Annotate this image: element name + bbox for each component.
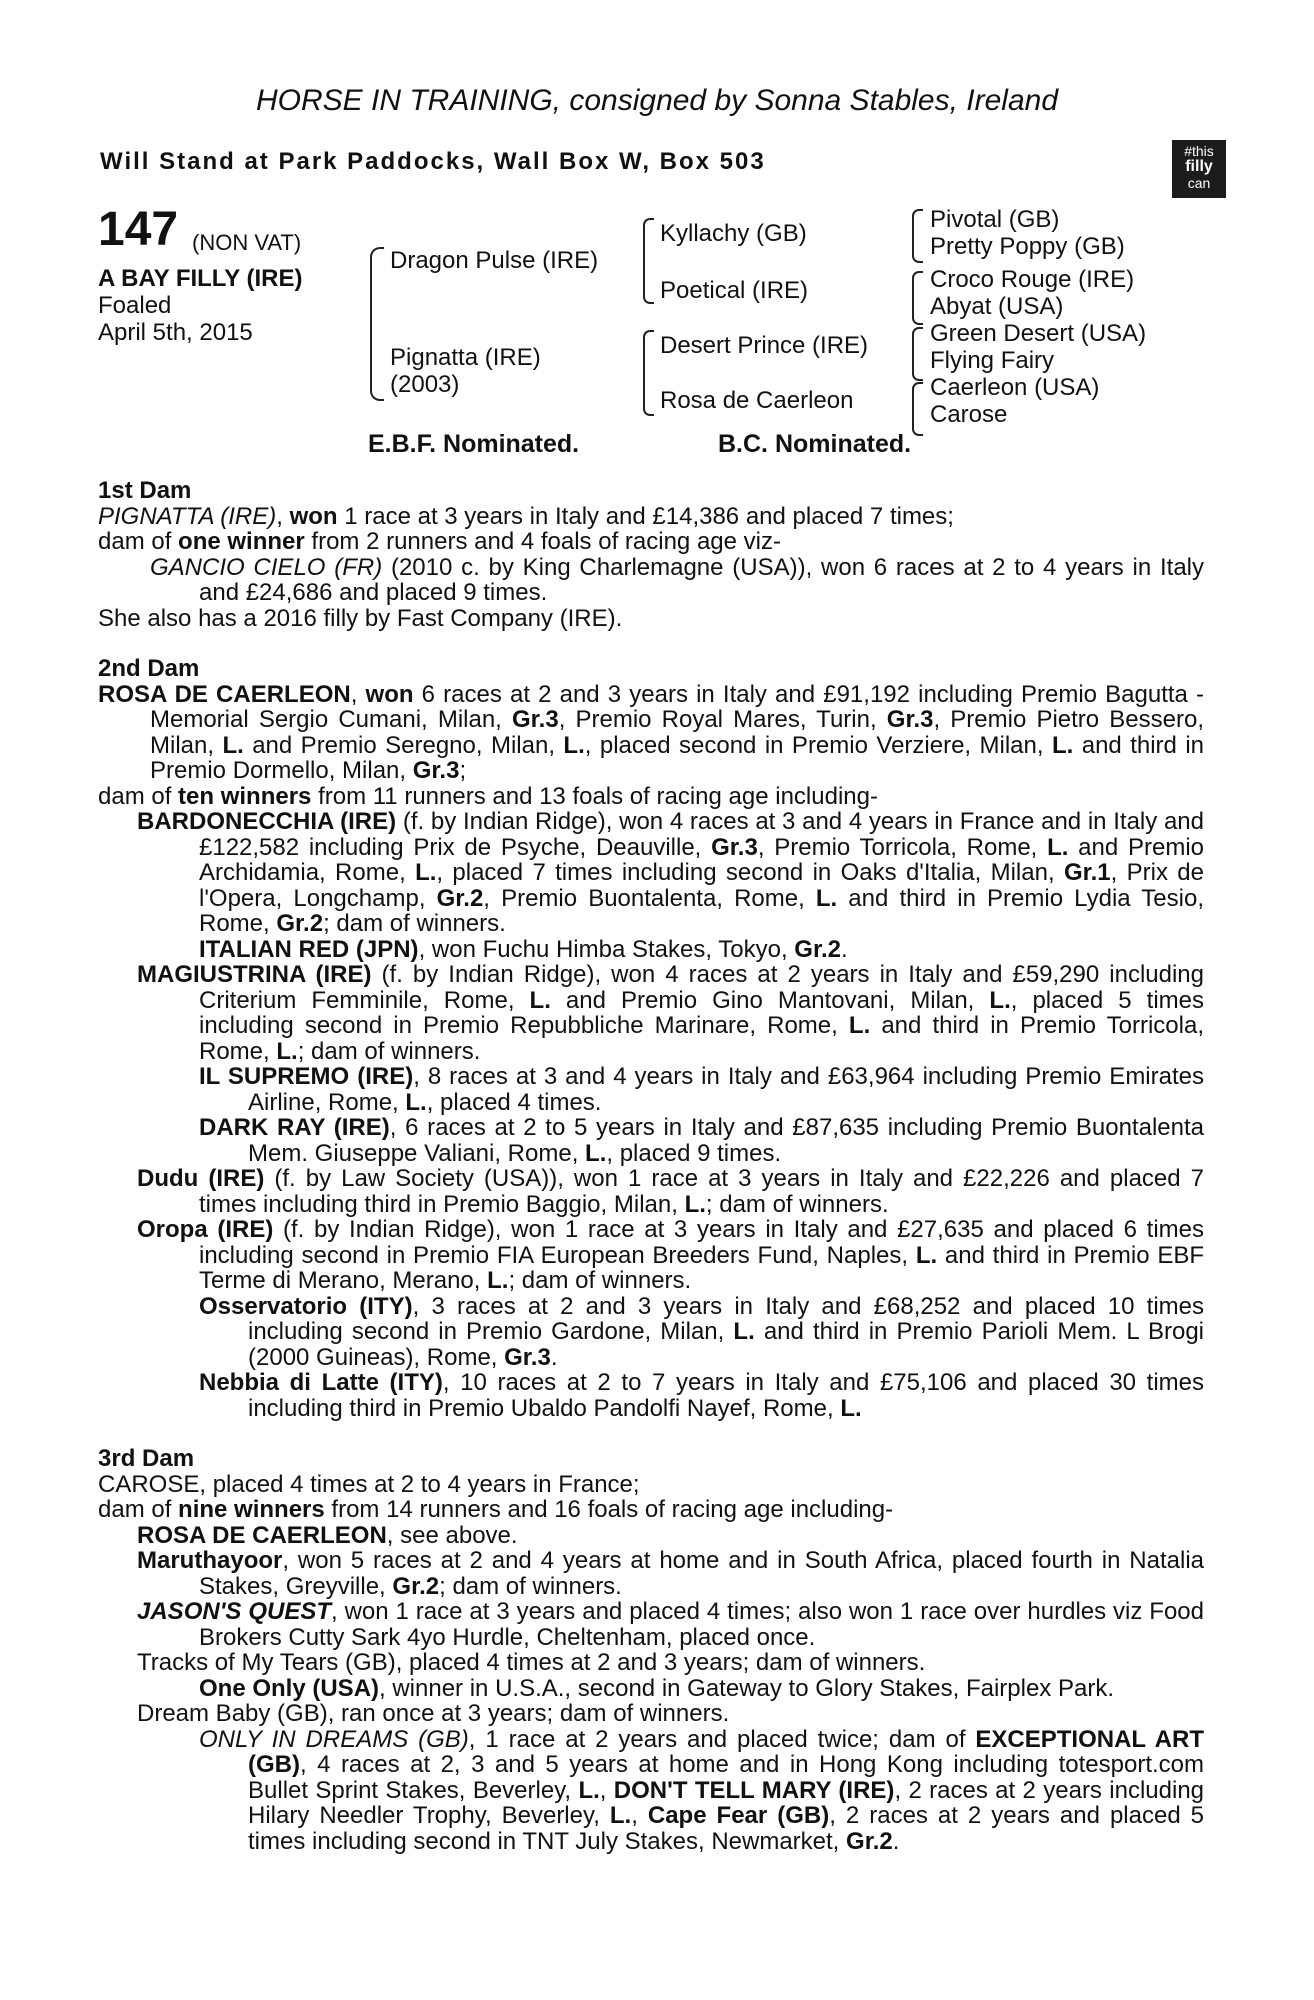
pedigree-g1: Pivotal (GB) [930,206,1060,233]
pedigree-g6: Flying Fairy [930,347,1055,374]
pedigree-brace-main [370,247,384,401]
pedigree-g4: Abyat (USA) [930,293,1064,320]
foaled-label: Foaled [98,292,172,319]
offspring-maruthayoor: Maruthayoor, won 5 races at 2 and 4 years at home and in South Africa, placed fourth in Natalia Stakes, Greyville, Gr.2; dam of winners. [137,1547,1204,1600]
pedigree-g5: Green Desert (USA) [930,320,1147,347]
badge-line-2: filly [1185,158,1213,175]
pedigree-brace-sire [643,218,654,304]
offspring-dream-baby: Dream Baby (GB), ran once at 3 years; dam of winners. [137,1700,730,1727]
dam-dam: Rosa de Caerleon [660,387,854,414]
pedigree-g3: Croco Rouge (IRE) [930,266,1135,293]
third-dam-heading: 3rd Dam [98,1445,195,1472]
first-dam-produce: dam of one winner from 2 runners and 4 foals of racing age viz- [98,528,781,555]
pedigree-g2: Pretty Poppy (GB) [930,233,1125,260]
offspring-rosa-de-caerleon: ROSA DE CAERLEON, see above. [137,1521,518,1549]
pedigree-g8: Carose [930,401,1008,428]
pedigree-brace-g4 [912,382,923,436]
first-dam-note: She also has a 2016 filly by Fast Company (IRE). [98,604,623,632]
second-dam-record: ROSA DE CAERLEON, won 6 races at 2 and 3 years in Italy and £91,192 including Premio Bagutta - Memorial Sergio Cumani, Milan, Gr.3, Premio Royal Mares, Turin, Gr.3, Premio Pietro Bessero, Milan, L. and Premio Seregno, Milan, L., placed second in Premio Verziere, Milan, L. and third in Premio Dormello, Milan, Gr.3; [98,680,1205,784]
offspring-one-only: One Only (USA), winner in U.S.A., second in Gateway to Glory Stakes, Fairplex Park. [199,1674,1114,1702]
bc-nominated: B.C. Nominated. [718,430,912,458]
sire-dam: Poetical (IRE) [660,277,809,304]
hashtag-badge [1172,140,1226,198]
offspring-dark-ray: DARK RAY (IRE), 6 races at 2 to 5 years in Italy and £87,635 including Premio Buontalenta Mem. Giuseppe Valiani, Rome, L., placed 9 times. [199,1114,1204,1167]
pedigree-brace-dam [643,330,654,416]
pedigree-g7: Caerleon (USA) [930,374,1100,401]
sire-name: Dragon Pulse (IRE) [390,247,599,274]
foaled-date: April 5th, 2015 [98,319,253,346]
foaled-info [98,292,253,346]
catalogue-heading: HORSE IN TRAINING, consigned by Sonna Stables, Ireland [255,84,1059,117]
pedigree-brace-g1 [912,209,923,263]
dam-name: Pignatta (IRE) [390,344,541,371]
dam-sire: Desert Prince (IRE) [660,332,869,359]
offspring-osservatorio: Osservatorio (ITY), 3 races at 2 and 3 years in Italy and £68,252 and placed 10 times including second in Premio Gardone, Milan, L. and third in Premio Parioli Mem. L Brogi (2000 Guineas), Rome, Gr.3. [199,1292,1204,1371]
pedigree-brace-g2 [912,271,923,325]
offspring-jasons-quest: JASON'S QUEST, won 1 race at 3 years and placed 4 times; also won 1 race over hurdles viz Food Brokers Cutty Sark 4yo Hurdle, Cheltenham, placed once. [137,1598,1204,1651]
offspring-dudu: Dudu (IRE) (f. by Law Society (USA)), won 1 race at 3 years in Italy and £22,226 and placed 7 times including third in Premio Baggio, Milan, L.; dam of winners. [137,1165,1204,1218]
first-dam-heading: 1st Dam [98,477,192,504]
offspring-nebbia-di-latte: Nebbia di Latte (ITY), 10 races at 2 to 7 years in Italy and £75,106 and placed 30 times including third in Premio Ubaldo Pandolfi Nayef, Rome, L. [199,1369,1204,1422]
lot-name: A BAY FILLY (IRE) [98,265,303,292]
first-dam-record: PIGNATTA (IRE), won 1 race at 3 years in Italy and £14,386 and placed 7 times; [98,502,954,530]
third-dam-record: CAROSE, placed 4 times at 2 to 4 years in France; [98,1470,640,1498]
offspring-italian-red: ITALIAN RED (JPN), won Fuchu Himba Stakes, Tokyo, Gr.2. [199,935,848,963]
third-dam-produce: dam of nine winners from 14 runners and 16 foals of racing age including- [98,1496,894,1523]
badge-line-3: can [1187,175,1211,191]
offspring-magiustrina: MAGIUSTRINA (IRE) (f. by Indian Ridge), won 4 races at 2 years in Italy and £59,290 including Criterium Femminile, Rome, L. and Premio Gino Mantovani, Milan, L., placed 5 times including second in Premio Repubbliche Marinare, Rome, L. and third in Premio Torricola, Rome, L.; dam of winners. [137,961,1205,1065]
offspring-only-in-dreams: ONLY IN DREAMS (GB), 1 race at 2 years and placed twice; dam of EXCEPTIONAL ART (GB), 4 races at 2, 3 and 5 years at home and in Hong Kong including totesport.com Bullet Sprint Stakes, Beverley, L., DON'T TELL MARY (IRE), 2 races at 2 years including Hilary Needler Trophy, Beverley, L., Cape Fear (GB), 2 races at 2 years and placed 5 times including second in TNT July Stakes, Newmarket, Gr.2. [199,1725,1205,1855]
offspring-tracks-of-my-tears: Tracks of My Tears (GB), placed 4 times at 2 and 3 years; dam of winners. [137,1649,926,1676]
badge-line-1: #this [1184,143,1214,159]
dam-year: (2003) [390,371,460,398]
stable-location: Will Stand at Park Paddocks, Wall Box W, Box 503 [100,148,766,175]
sire-sire: Kyllachy (GB) [660,220,807,247]
produce-record [98,478,1204,1854]
second-dam-produce: dam of ten winners from 11 runners and 13 foals of racing age including- [98,782,878,810]
ebf-nominated: E.B.F. Nominated. [368,430,580,458]
vat-status: (NON VAT) [192,230,302,255]
offspring-bardonecchia: BARDONECCHIA (IRE) (f. by Indian Ridge), won 4 races at 3 and 4 years in France and in Italy and £122,582 including Prix de Psyche, Deauville, Gr.3, Premio Torricola, Rome, L. and Premio Archidamia, Rome, L., placed 7 times including second in Oaks d'Italia, Milan, Gr.1, Prix de l'Opera, Longchamp, Gr.2, Premio Buontalenta, Rome, L. and third in Premio Lydia Tesio, Rome, Gr.2; dam of winners. [137,808,1205,937]
lot-number: 147 [98,203,179,256]
offspring-il-supremo: IL SUPREMO (IRE), 8 races at 3 and 4 years in Italy and £63,964 including Premio Emirates Airline, Rome, L., placed 4 times. [199,1063,1204,1116]
first-dam-offspring: GANCIO CIELO (FR) (2010 c. by King Charlemagne (USA)), won 6 races at 2 to 4 years in Italy and £24,686 and placed 9 times. [150,553,1205,606]
offspring-oropa: Oropa (IRE) (f. by Indian Ridge), won 1 race at 3 years in Italy and £27,635 and placed 6 times including second in Premio FIA European Breeders Fund, Naples, L. and third in Premio EBF Terme di Merano, Merano, L.; dam of winners. [137,1216,1204,1294]
pedigree-brace-g3 [912,327,923,381]
second-dam-heading: 2nd Dam [98,655,200,682]
